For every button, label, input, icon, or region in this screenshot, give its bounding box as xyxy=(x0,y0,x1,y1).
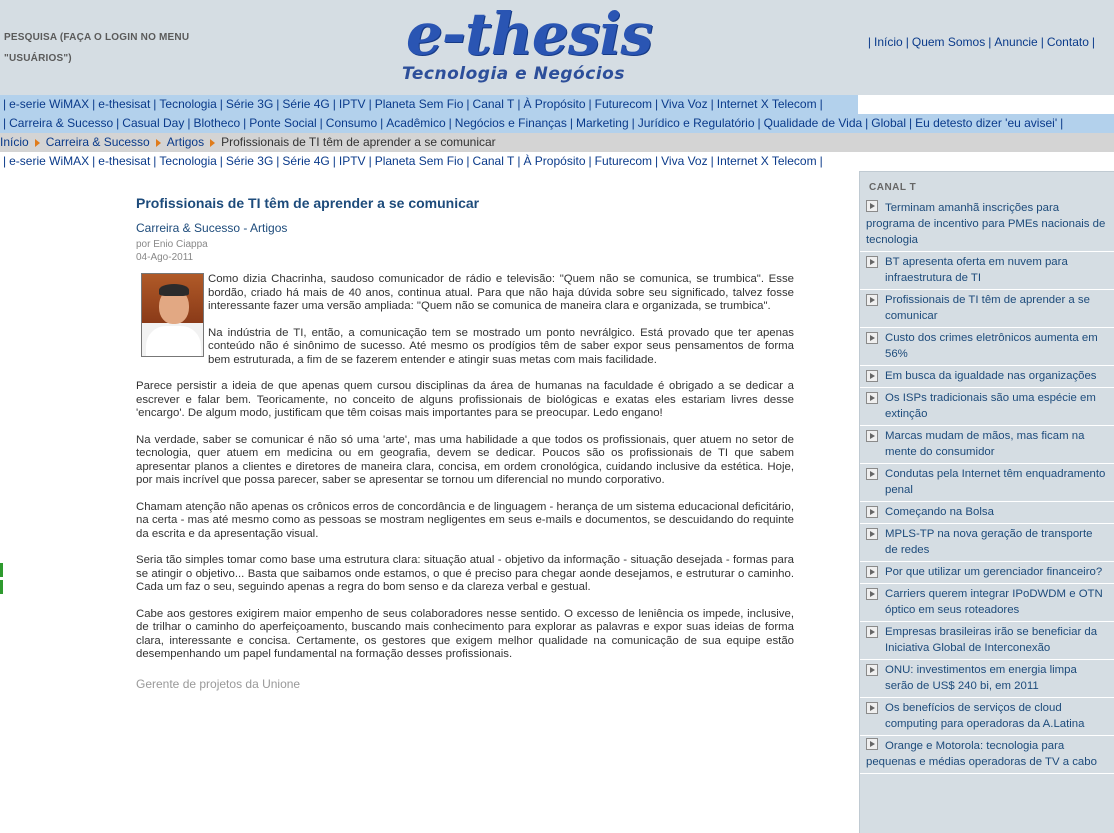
article-category: Carreira & Sucesso - Artigos xyxy=(136,221,288,235)
sidebar-list xyxy=(860,198,1114,774)
article-paragraph: Cabe aos gestores exigirem maior empenho de seus colaboradores nesse sentido. O excesso de leniência os impede, inclusive, de trilhar o caminho do aperfeiçoamento, buscando mais conhecimento para explorar as palavras e expor suas ideias de forma clara, interessante e concisa. Certamente, os gestores que exigem melhor qualidade na comunicação de sua equipe estão desempenhando um papel fundamental na formação desses profissionais. xyxy=(136,607,794,660)
play-arrow-icon xyxy=(866,468,878,480)
nav2-item[interactable]: Consumo xyxy=(325,116,378,130)
sidebar-news-link[interactable]: BT apresenta oferta em nuvem para infraestrutura de TI xyxy=(885,256,1068,284)
article-author: por Enio Ciappa xyxy=(136,239,208,250)
play-arrow-icon xyxy=(866,256,878,268)
nav2-item[interactable]: Qualidade de Vida xyxy=(763,116,863,130)
article-title: Profissionais de TI têm de aprender a se comunicar xyxy=(136,195,480,211)
site-logo[interactable] xyxy=(400,0,660,90)
top-nav: | Início | Quem Somos | Anuncie | Contato | xyxy=(867,35,1095,49)
nav1-item[interactable]: Série 4G xyxy=(282,97,330,111)
search-label-line2: "USUÁRIOS") xyxy=(4,53,72,64)
sidebar-news-item[interactable] xyxy=(860,464,1114,502)
nav3-item[interactable]: Série 4G xyxy=(282,154,330,168)
nav3-item[interactable]: Planeta Sem Fio xyxy=(374,154,464,168)
nav-bar-secondary: | e-serie WiMAX | e-thesisat | Tecnologia | Série 3G | Série 4G | IPTV | Planeta Sem Fio | Canal T | À Propósito | Futurecom | Viva Voz | Internet X Telecom | xyxy=(0,152,858,171)
sidebar-news-item[interactable] xyxy=(860,388,1114,426)
sidebar-news-link[interactable]: Começando na Bolsa xyxy=(885,506,994,518)
nav2-item[interactable]: Ponte Social xyxy=(249,116,317,130)
top-nav-anuncie[interactable]: Anuncie xyxy=(994,35,1038,49)
play-arrow-icon xyxy=(866,294,878,306)
sidebar-news-item[interactable] xyxy=(860,622,1114,660)
article xyxy=(136,195,794,691)
nav1-item[interactable]: Canal T xyxy=(472,97,515,111)
play-arrow-icon xyxy=(866,200,878,212)
sidebar-news-item[interactable] xyxy=(860,698,1114,736)
nav3-item[interactable]: e-thesisat xyxy=(98,154,151,168)
nav3-item[interactable]: À Propósito xyxy=(523,154,586,168)
sidebar-news-item[interactable] xyxy=(860,660,1114,698)
play-arrow-icon xyxy=(866,702,878,714)
play-arrow-icon xyxy=(866,588,878,600)
play-arrow-icon xyxy=(866,506,878,518)
nav3-item[interactable]: Viva Voz xyxy=(661,154,708,168)
article-paragraph: Parece persistir a ideia de que apenas quem cursou disciplinas da área de humanas na faculdade é obrigado a se dedicar a escrever e falar bem. Teoricamente, no conceito de alguns profissionais de biológicas e exatas eles estariam livres desse 'encargo'. De algum modo, justificam que têm coisas mais importantes para se preocupar. Ledo engano! xyxy=(136,380,794,419)
sidebar-news-link[interactable]: Os benefícios de serviços de cloud computing para operadoras da A.Latina xyxy=(885,702,1085,730)
play-arrow-icon xyxy=(866,392,878,404)
breadcrumb-artigos[interactable]: Artigos xyxy=(166,135,205,149)
sidebar-news-item[interactable] xyxy=(860,328,1114,366)
article-paragraph: Na indústria de TI, então, a comunicação tem se mostrado um ponto nevrálgico. Está provado que ter apenas conteúdo não é sinônimo de sucesso. Até mesmo os prodígios têm de saber expor seus pensamentos de forma bem estruturada, a fim de se fazerem entender e atingir suas metas com mais facilidade. xyxy=(208,326,794,366)
search-label xyxy=(4,27,224,69)
nav1-item[interactable]: Internet X Telecom xyxy=(716,97,817,111)
breadcrumb-arrow-icon xyxy=(210,139,215,147)
sidebar-news-link[interactable]: Condutas pela Internet têm enquadramento penal xyxy=(885,468,1106,496)
nav2-item[interactable]: Casual Day xyxy=(122,116,185,130)
nav-bar-sections: | Carreira & Sucesso | Casual Day | Blotheco | Ponte Social | Consumo | Acadêmico | Negócios e Finanças | Marketing | Jurídico e Regulatório | Qualidade de Vida | Global | Eu detesto dizer 'eu avisei' | xyxy=(0,114,1114,133)
sidebar-news-link[interactable]: Empresas brasileiras irão se beneficiar da Iniciativa Global de Interconexão xyxy=(885,626,1098,654)
sidebar-news-link[interactable]: Orange e Motorola: tecnologia para pequenas e médias operadoras de TV a cabo xyxy=(866,740,1097,768)
nav3-item[interactable]: Canal T xyxy=(472,154,515,168)
nav1-item[interactable]: e-serie WiMAX xyxy=(9,97,90,111)
nav3-item[interactable]: Tecnologia xyxy=(159,154,217,168)
nav2-item[interactable]: Jurídico e Regulatório xyxy=(637,116,755,130)
breadcrumb-inicio[interactable]: Início xyxy=(0,135,29,149)
nav3-item[interactable]: Série 3G xyxy=(225,154,274,168)
nav3-item[interactable]: Internet X Telecom xyxy=(716,154,817,168)
sidebar-news-item[interactable] xyxy=(860,584,1114,622)
play-arrow-icon xyxy=(866,626,878,638)
sidebar-news-link[interactable]: ONU: investimentos em energia limpa serão de US$ 240 bi, em 2011 xyxy=(885,664,1077,692)
sidebar-news-item[interactable] xyxy=(860,502,1114,524)
nav1-item[interactable]: Tecnologia xyxy=(159,97,217,111)
breadcrumb-arrow-icon xyxy=(156,139,161,147)
article-date: 04-Ago-2011 xyxy=(136,252,194,263)
breadcrumb-arrow-icon xyxy=(35,139,40,147)
nav1-item[interactable]: À Propósito xyxy=(523,97,586,111)
breadcrumb-current: Profissionais de TI têm de aprender a se comunicar xyxy=(221,135,496,149)
nav-bar-primary: | e-serie WiMAX | e-thesisat | Tecnologia | Série 3G | Série 4G | IPTV | Planeta Sem Fio | Canal T | À Propósito | Futurecom | Viva Voz | Internet X Telecom | xyxy=(0,95,858,114)
play-arrow-icon xyxy=(866,430,878,442)
logo-wordmark: e-thesis xyxy=(406,0,653,68)
sidebar-news-item[interactable] xyxy=(860,524,1114,562)
play-arrow-icon xyxy=(866,528,878,540)
play-arrow-icon xyxy=(866,370,878,382)
play-arrow-icon xyxy=(866,664,878,676)
search-label-line1: PESQUISA (FAÇA O LOGIN NO MENU xyxy=(4,32,190,43)
nav1-item[interactable]: Futurecom xyxy=(594,97,652,111)
author-photo xyxy=(141,273,204,357)
sidebar-news-item[interactable] xyxy=(860,426,1114,464)
edge-marker xyxy=(0,563,3,577)
sidebar-news-link[interactable]: Custo dos crimes eletrônicos aumenta em 56% xyxy=(885,332,1098,360)
nav2-item[interactable]: Carreira & Sucesso xyxy=(9,116,114,130)
play-arrow-icon xyxy=(866,738,878,750)
play-arrow-icon xyxy=(866,332,878,344)
sidebar-news-link[interactable]: Os ISPs tradicionais são uma espécie em extinção xyxy=(885,392,1096,420)
sidebar-news-item[interactable] xyxy=(860,366,1114,388)
article-paragraph: Como dizia Chacrinha, saudoso comunicador de rádio e televisão: "Quem não se comunica, se trumbica". Esse bordão, criado há mais de 40 anos, continua atual. Para que não haja dúvida sobre seu significado, talvez fosse interessante fazer uma versão ampliada: "Quem não se comunica de maneira clara e organizada, se trumbica". xyxy=(208,273,794,312)
breadcrumb-carreira[interactable]: Carreira & Sucesso xyxy=(45,135,150,149)
sidebar-news-link[interactable]: Terminam amanhã inscrições para programa de incentivo para PMEs nacionais de tecnologia xyxy=(866,202,1106,246)
sidebar-news-item[interactable] xyxy=(860,252,1114,290)
nav1-item[interactable]: e-thesisat xyxy=(98,97,151,111)
nav2-item[interactable]: Acadêmico xyxy=(386,116,446,130)
sidebar-news-link[interactable]: Em busca da igualdade nas organizações xyxy=(885,370,1097,382)
article-author-bio: Gerente de projetos da Unione xyxy=(136,676,301,691)
header xyxy=(0,0,1114,95)
top-nav-quem-somos[interactable]: Quem Somos xyxy=(911,35,986,49)
article-body xyxy=(136,273,794,662)
nav1-item[interactable]: Viva Voz xyxy=(661,97,708,111)
sidebar-news-link[interactable]: Carriers querem integrar IPoDWDM e OTN óptico em seus roteadores xyxy=(885,588,1103,616)
nav2-item[interactable]: Eu detesto dizer 'eu avisei' xyxy=(915,116,1058,130)
logo-tagline: Tecnologia e Negócios xyxy=(402,64,625,84)
nav2-item[interactable]: Global xyxy=(871,116,906,130)
nav1-item[interactable]: IPTV xyxy=(338,97,366,111)
breadcrumb xyxy=(0,133,1114,152)
nav3-item[interactable]: IPTV xyxy=(338,154,366,168)
sidebar-news-link[interactable]: Por que utilizar um gerenciador financeiro? xyxy=(885,566,1103,578)
sidebar-news-item[interactable] xyxy=(860,198,1114,252)
play-arrow-icon xyxy=(866,566,878,578)
nav2-item[interactable]: Blotheco xyxy=(193,116,241,130)
sidebar-news-item[interactable] xyxy=(860,736,1114,774)
article-paragraph: Seria tão simples tomar como base uma estrutura clara: situação atual - objetivo da informação - situação desejada - formas para se atingir o objetivo... Basta que saibamos onde estamos, o que é preciso para chegar aonde desejamos, e estruturar o caminho. Cada um faz o seu, seguindo apenas a regra do bom senso e da clareza verbal e gestual. xyxy=(136,554,794,593)
sidebar-news-link[interactable]: Marcas mudam de mãos, mas ficam na mente do consumidor xyxy=(885,430,1085,458)
nav1-item[interactable]: Série 3G xyxy=(225,97,274,111)
sidebar-heading: CANAL T xyxy=(869,182,917,193)
top-nav-contato[interactable]: Contato xyxy=(1046,35,1089,49)
article-paragraph: Na verdade, saber se comunicar é não só uma 'arte', mas uma habilidade a que todos os profissionais, quer atuem no setor de tecnologia, quer atuem em medicina ou em geografia, devem se dedicar. Poucos são os profissionais de TI que sabem apresentar planos a clientes e diretores de maneira clara, concisa, em ordem cronológica, cuidando inclusive da estética. Hoje, por mais incrível que possa parecer, saber se apresentar se tornou um diferencial no mundo corporativo. xyxy=(136,433,794,486)
sidebar-news-item[interactable] xyxy=(860,562,1114,584)
sidebar-news-link[interactable]: Profissionais de TI têm de aprender a se comunicar xyxy=(885,294,1090,322)
nav2-item[interactable]: Marketing xyxy=(575,116,629,130)
top-nav-inicio[interactable]: Início xyxy=(874,35,903,49)
nav3-item[interactable]: e-serie WiMAX xyxy=(9,154,90,168)
article-paragraph: Chamam atenção não apenas os crônicos erros de concordância e de linguagem - herança de um sistema educacional deficitário, na certa - mas até mesmo como as pessoas se mostram negligentes em seus e-mails e documentos, se descuidando do requinte da escrita e da apresentação visual. xyxy=(136,500,794,540)
nav2-item[interactable]: Negócios e Finanças xyxy=(454,116,567,130)
nav1-item[interactable]: Planeta Sem Fio xyxy=(374,97,464,111)
edge-marker xyxy=(0,580,3,594)
sidebar-news-item[interactable] xyxy=(860,290,1114,328)
nav3-item[interactable]: Futurecom xyxy=(594,154,652,168)
sidebar-canal-t xyxy=(859,171,1114,833)
sidebar-news-link[interactable]: MPLS-TP na nova geração de transporte de redes xyxy=(885,528,1093,556)
